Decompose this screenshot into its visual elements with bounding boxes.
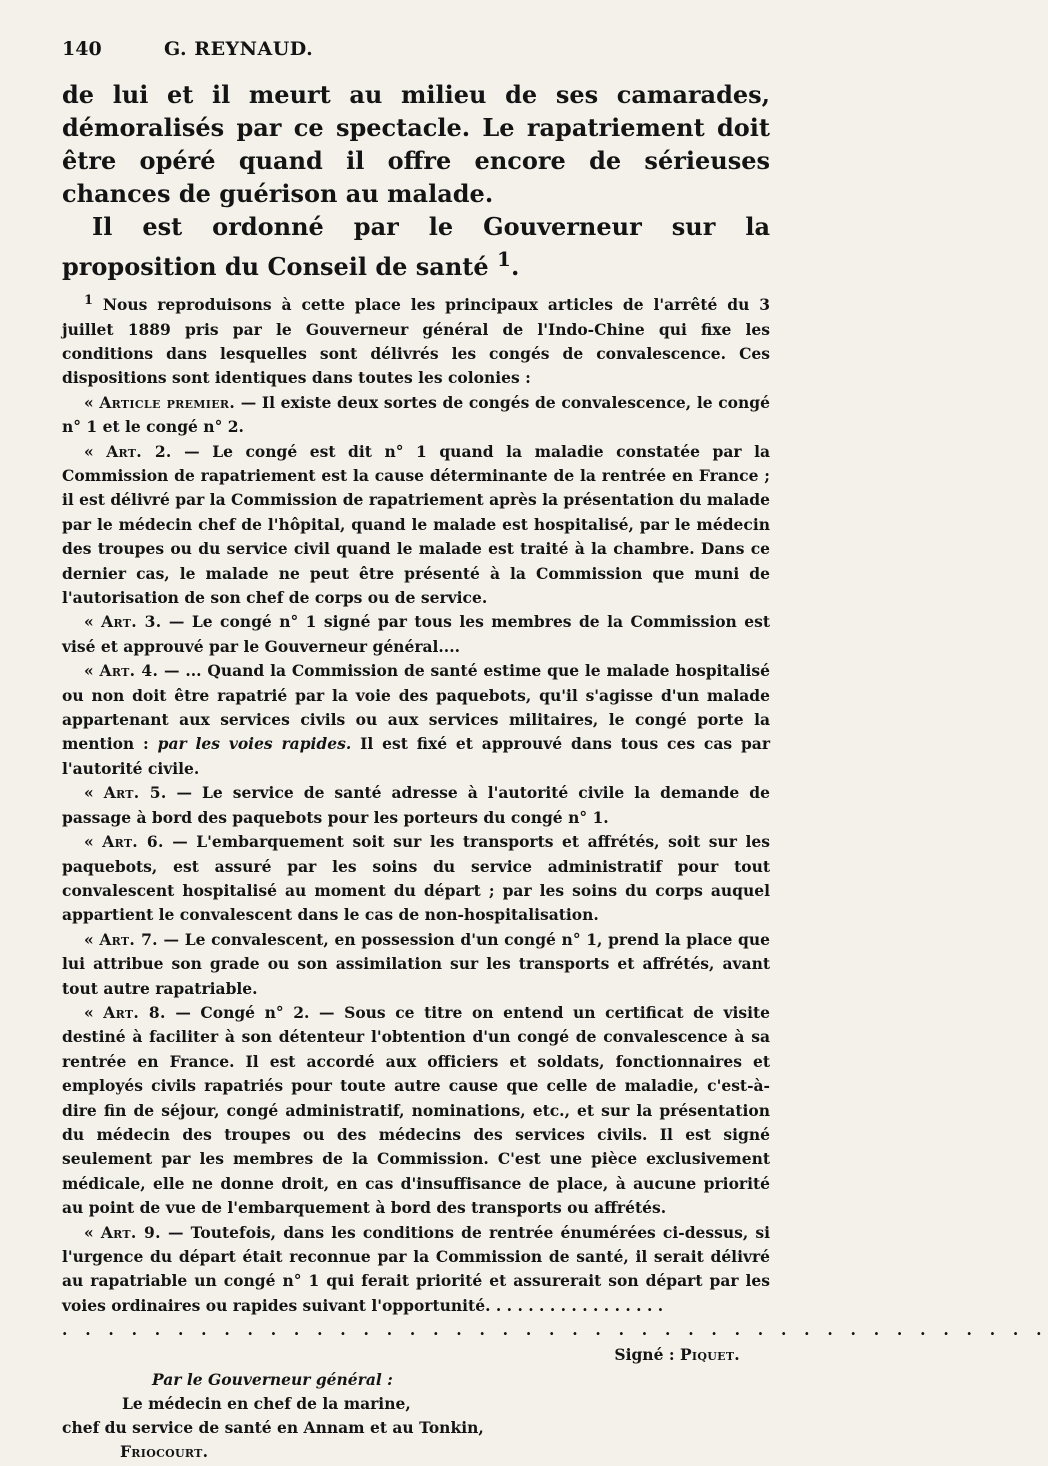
article-4-label: Art. 4.	[99, 661, 159, 681]
body-paragraph-2-text: Il est ordonné par le Gouverneur sur la proposition du Conseil de santé	[62, 212, 770, 281]
page	[62, 38, 1048, 1464]
article-1-label: Article premier.	[99, 392, 236, 412]
article-5: « Art. 5. — Le service de santé adresse à l'autorité civile la demande de passage à bord des paquebots pour les porteurs du congé n° 1.	[62, 783, 770, 827]
signature-name: Friocourt.	[120, 1442, 209, 1462]
signature-service: chef du service de santé en Annam et au Tonkin,	[62, 1418, 484, 1438]
article-7: « Art. 7. — Le convalescent, en possession d'un congé n° 1, prend la place que lui attribue son grade ou son assimilation sur les transports et affrétés, avant tout autre rapatriable.	[62, 929, 770, 998]
signed-name: Piquet.	[679, 1345, 740, 1365]
article-4-italic: par les voies rapides.	[157, 734, 352, 754]
signature-by-line: Par le Gouverneur général :	[152, 1370, 393, 1390]
article-9-label: Art. 9.	[100, 1222, 161, 1242]
article-3: « Art. 3. — Le congé n° 1 signé par tous les membres de la Commission est visé et approuvé par le Gouverneur général....	[62, 612, 770, 656]
article-1-text: — Il existe deux sortes de congés de convalescence, le congé n° 1 et le congé n° 2.	[62, 392, 770, 437]
article-9-text: — Toutefois, dans les conditions de rentrée énumérées ci-dessus, si l'urgence du départ était reconnue par la Commission de santé, il serait délivré au rapatriable un congé n° 1 qui ferait priorité et assurerait son départ par les voies ordinaires ou rapides suivant l'opportunité. . . . . . . . . . . . . . . . .	[62, 1222, 770, 1315]
footnote-intro	[62, 289, 770, 391]
body-paragraph-2	[62, 210, 770, 283]
article-6-label: Art. 6.	[102, 832, 164, 852]
footnote-intro-text: Nous reproduisons à cette place les principaux articles de l'arrêté du 3 juillet 1889 pris par le Gouverneur général de l'Indo-Chine qui fixe les conditions dans lesquelles sont délivrés les congés de convalescence. Ces dispositions sont identiques dans toutes les colonies :	[62, 295, 770, 388]
article-4-text-b: Il est fixé et approuvé dans tous ces cas par l'autorité civile.	[62, 734, 771, 778]
article-8: « Art. 8. — Congé n° 2. — Sous ce titre on entend un certificat de visite destiné à faciliter à son détenteur l'obtention d'un congé de convalescence à sa rentrée en France. Il est accordé aux officiers et soldats, fonctionnaires et employés civils rapatriés pour toute autre cause que celle de maladie, c'est-à-dire fin de séjour, congé administratif, nominations, etc., et sur la présentation du médecin des troupes ou des médecins des services civils. Il est signé seulement par les membres de la Commission. C'est une pièce exclusivement médicale, elle ne donne droit, en cas d'insuffisance de place, à aucune priorité au point de vue de l'embarquement à bord des transports ou affrétés.	[62, 1002, 770, 1218]
signature-title: Le médecin en chef de la marine,	[122, 1394, 411, 1414]
article-6: « Art. 6. — L'embarquement soit sur les transports et affrétés, soit sur les paquebots, est assuré par les soins du service administratif pour tout convalescent hospitalisé au moment du départ ; par les soins du corps auquel appartient le convalescent dans le cas de non-hospitalisation.	[62, 832, 770, 925]
running-head: G. REYNAUD.	[164, 38, 314, 60]
footnote-reference[interactable]: 1	[497, 247, 511, 271]
article-8-text: — Congé n° 2. — Sous ce titre on entend un certificat de visite destiné à faciliter à son détenteur l'obtention d'un congé de convalescence à sa rentrée en France. Il est accordé aux officiers et soldats, fonctionnaires et employés civils rapatriés pour toute autre cause que celle de maladie, c'est-à-dire fin de séjour, congé administratif, nominations, etc., et sur la présentation du médecin des troupes ou des médecins des services civils. Il est signé seulement par les membres de la Commission. C'est une pièce exclusivement médicale, elle ne donne droit, en cas d'insuffisance de place, à aucune priorité au point de vue de l'embarquement à bord des transports ou affrétés.	[62, 1002, 770, 1218]
article-3-text: — Le congé n° 1 signé par tous les membres de la Commission est visé et approuvé par le Gouverneur général....	[62, 612, 770, 656]
article-2: « Art. 2. — Le congé est dit n° 1 quand la maladie constatée par la Commission de rapatriement est la cause déterminante de la rentrée en France ; il est délivré par la Commission de rapatriement après la présentation du malade par le médecin chef de l'hôpital, quand le malade est hospitalisé, par le médecin des troupes ou du service civil quand le malade est traité à la chambre. Dans ce dernier cas, le malade ne peut être présenté à la Commission que muni de l'autorisation de son chef de corps ou de service.	[62, 441, 771, 608]
article-3-label: Art. 3.	[101, 612, 162, 632]
article-1: « Article premier. — Il existe deux sortes de congés de convalescence, le congé n° 1 et le congé n° 2.	[62, 392, 770, 437]
article-2-label: Art. 2.	[106, 441, 172, 461]
signature-signed	[62, 1342, 770, 1368]
article-5-label: Art. 5.	[103, 783, 167, 803]
article-7-text: — Le convalescent, en possession d'un congé n° 1, prend la place que lui attribue son grade ou son assimilation sur les transports et affrétés, avant tout autre rapatriable.	[62, 929, 770, 998]
page-header	[62, 38, 770, 78]
footnote-mark: 1	[84, 293, 93, 308]
article-9: « Art. 9. — Toutefois, dans les conditions de rentrée énumérées ci-dessus, si l'urgence du départ était reconnue par la Commission de santé, il serait délivré au rapatriable un congé n° 1 qui ferait priorité et assurerait son départ par les voies ordinaires ou rapides suivant l'opportunité. . . . . . . . . . . . . . . . .	[62, 1222, 770, 1315]
article-4: « Art. 4. — ... Quand la Commission de santé estime que le malade hospitalisé ou non doit être rapatrié par la voie des paquebots, qu'il s'agisse d'un malade appartenant aux services civils ou aux services militaires, le congé porte la mention : par les voies rapides. Il est fixé et approuvé dans tous ces cas par l'autorité civile.	[62, 661, 771, 778]
article-2-text: — Le congé est dit n° 1 quand la maladie constatée par la Commission de rapatriement est la cause déterminante de la rentrée en France ; il est délivré par la Commission de rapatriement après la présentation du malade par le médecin chef de l'hôpital, quand le malade est hospitalisé, par le médecin des troupes ou du service civil quand le malade est traité à la chambre. Dans ce dernier cas, le malade ne peut être présenté à la Commission que muni de l'autorisation de son chef de corps ou de service.	[62, 441, 771, 608]
signed-label: Signé :	[614, 1345, 675, 1365]
article-6-text: — L'embarquement soit sur les transports et affrétés, soit sur les paquebots, est assuré par les soins du service administratif pour tout convalescent hospitalisé au moment du départ ; par les soins du corps auquel appartient le convalescent dans le cas de non-hospitalisation.	[62, 832, 770, 925]
article-7-label: Art. 7.	[99, 929, 158, 949]
dotted-separator: . . . . . . . . . . . . . . . . . . . . . . . . . . . . . . . . . . . . . . . . . . .	[62, 1320, 1048, 1340]
article-8-label: Art. 8.	[103, 1002, 166, 1022]
page-number: 140	[62, 38, 102, 60]
body-paragraph-1: de lui et il meurt au milieu de ses camarades, démoralisés par ce spectacle. Le rapatriement doit être opéré quand il offre encore de sérieuses chances de guérison au malade.	[62, 80, 770, 208]
article-4-text-a: — ... Quand la Commission de santé estime que le malade hospitalisé ou non doit être rapatrié par la voie des paquebots, qu'il s'agisse d'un malade appartenant aux services civils ou aux services militaires, le congé porte la mention :	[62, 661, 770, 754]
article-5-text: — Le service de santé adresse à l'autorité civile la demande de passage à bord des paquebots pour les porteurs du congé n° 1.	[62, 783, 770, 827]
body-paragraph-2-end: .	[510, 252, 520, 281]
